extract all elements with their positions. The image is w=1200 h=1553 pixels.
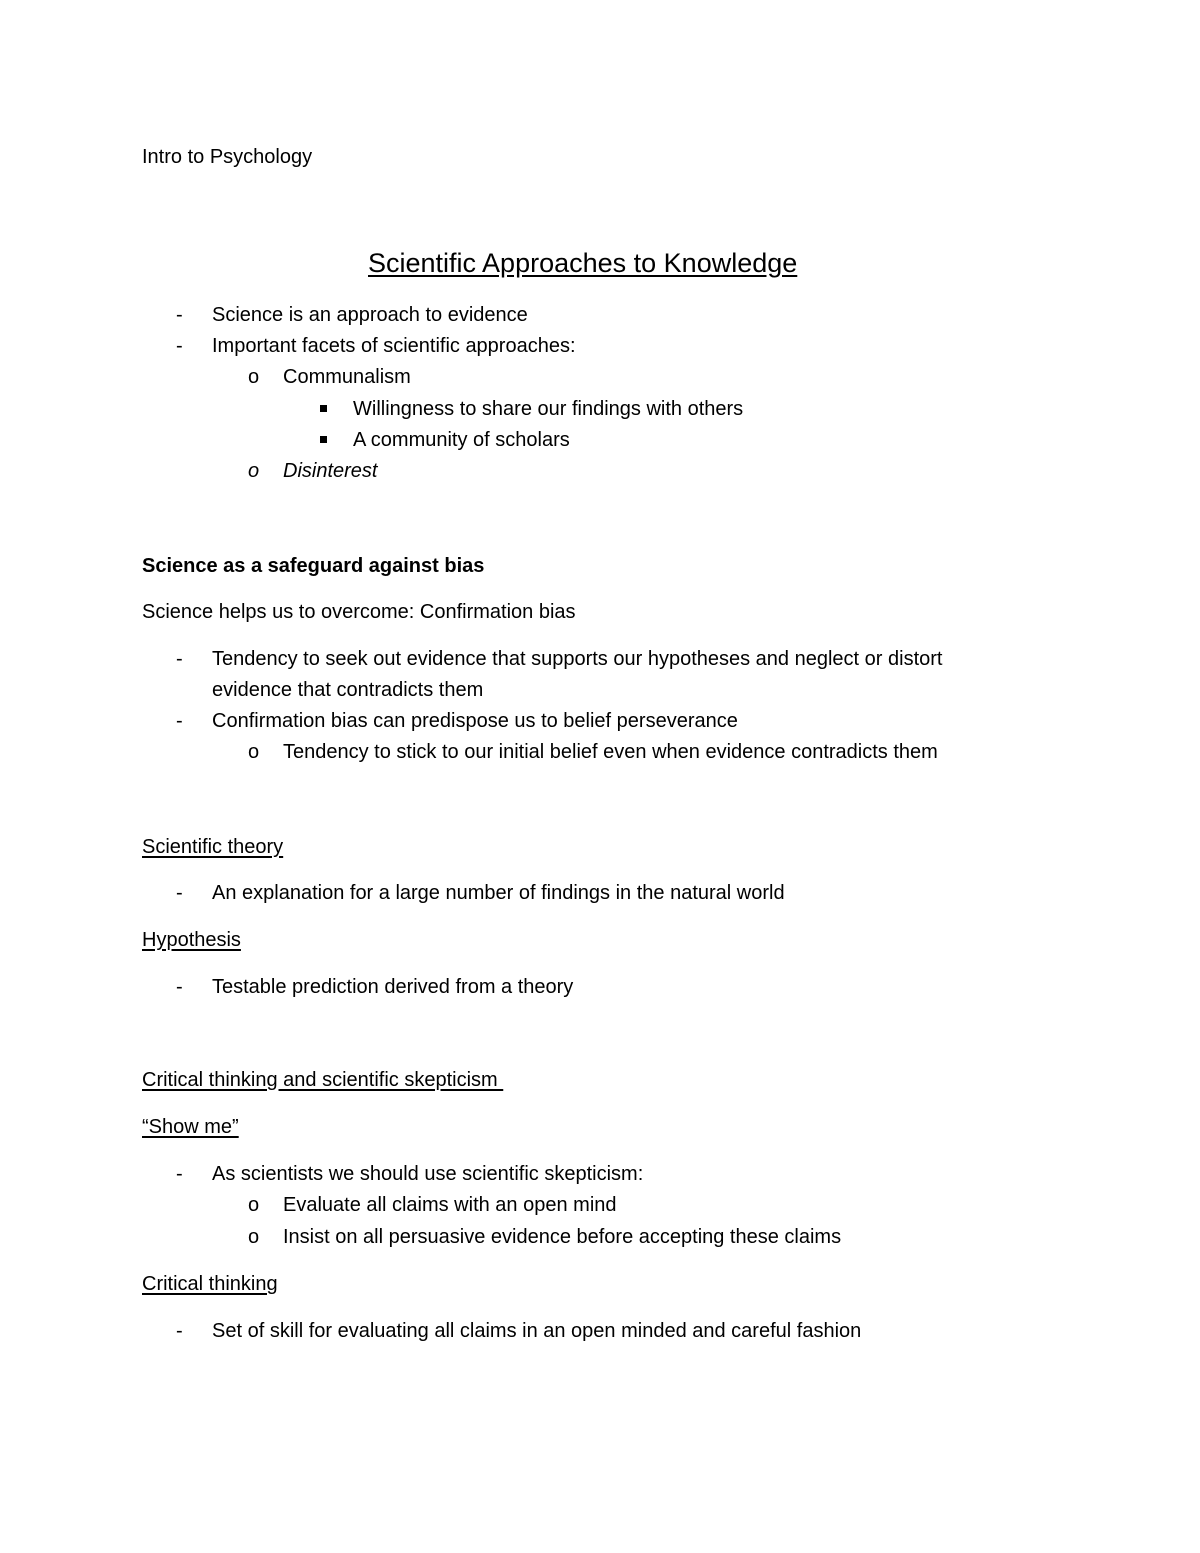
bullet-science-approach: Science is an approach to evidence [212,304,528,326]
dash-marker: - [176,882,183,904]
dash-marker: - [176,335,183,357]
bullet-belief-perseverance: Confirmation bias can predispose us to belief perseverance [212,710,738,732]
bullet-tendency-line1: Tendency to seek out evidence that supports our hypotheses and neglect or distort [212,648,943,670]
circle-marker: o [248,1194,260,1216]
bullet-testable-prediction: Testable prediction derived from a theory [212,976,574,998]
square-bullet-icon [320,436,327,443]
circle-marker: o [248,1226,260,1248]
dash-marker: - [176,1163,183,1185]
bullet-skill-set: Set of skill for evaluating all claims in an open minded and careful fashion [212,1320,862,1342]
page-title: Scientific Approaches to Knowledge [368,248,798,278]
bullet-scientific-skepticism: As scientists we should use scientific skepticism: [212,1163,644,1185]
heading-hypothesis: Hypothesis [142,929,241,951]
bullet-important-facets: Important facets of scientific approaches: [212,335,576,357]
sub-bullet-communalism: Communalism [283,366,411,388]
square-bullet-icon [320,405,327,412]
course-name: Intro to Psychology [142,146,313,168]
sub-sub-bullet-willingness: Willingness to share our findings with others [353,398,744,420]
bullet-tendency-line2: evidence that contradicts them [212,679,484,701]
bullet-theory-explanation: An explanation for a large number of findings in the natural world [212,882,785,904]
heading-safeguard-bias: Science as a safeguard against bias [142,555,485,577]
sub-bullet-initial-belief: Tendency to stick to our initial belief even when evidence contradicts them [283,741,938,763]
sub-bullet-open-mind: Evaluate all claims with an open mind [283,1194,617,1216]
sub-bullet-persuasive-evidence: Insist on all persuasive evidence before accepting these claims [283,1226,842,1248]
sub-sub-bullet-community: A community of scholars [353,429,570,451]
confirmation-bias-intro: Science helps us to overcome: Confirmation bias [142,601,576,623]
heading-critical-thinking-skepticism: Critical thinking and scientific skepticism [142,1069,504,1091]
dash-marker: - [176,710,183,732]
dash-marker: - [176,304,183,326]
heading-critical-thinking: Critical thinking [142,1273,278,1295]
dash-marker: - [176,648,183,670]
show-me-quote: “Show me” [142,1116,239,1138]
dash-marker: - [176,1320,183,1342]
circle-marker: o [248,741,260,763]
sub-bullet-disinterest: Disinterest [283,460,378,482]
circle-marker: o [248,366,260,388]
circle-marker: o [248,460,260,482]
heading-scientific-theory: Scientific theory [142,836,284,858]
dash-marker: - [176,976,183,998]
